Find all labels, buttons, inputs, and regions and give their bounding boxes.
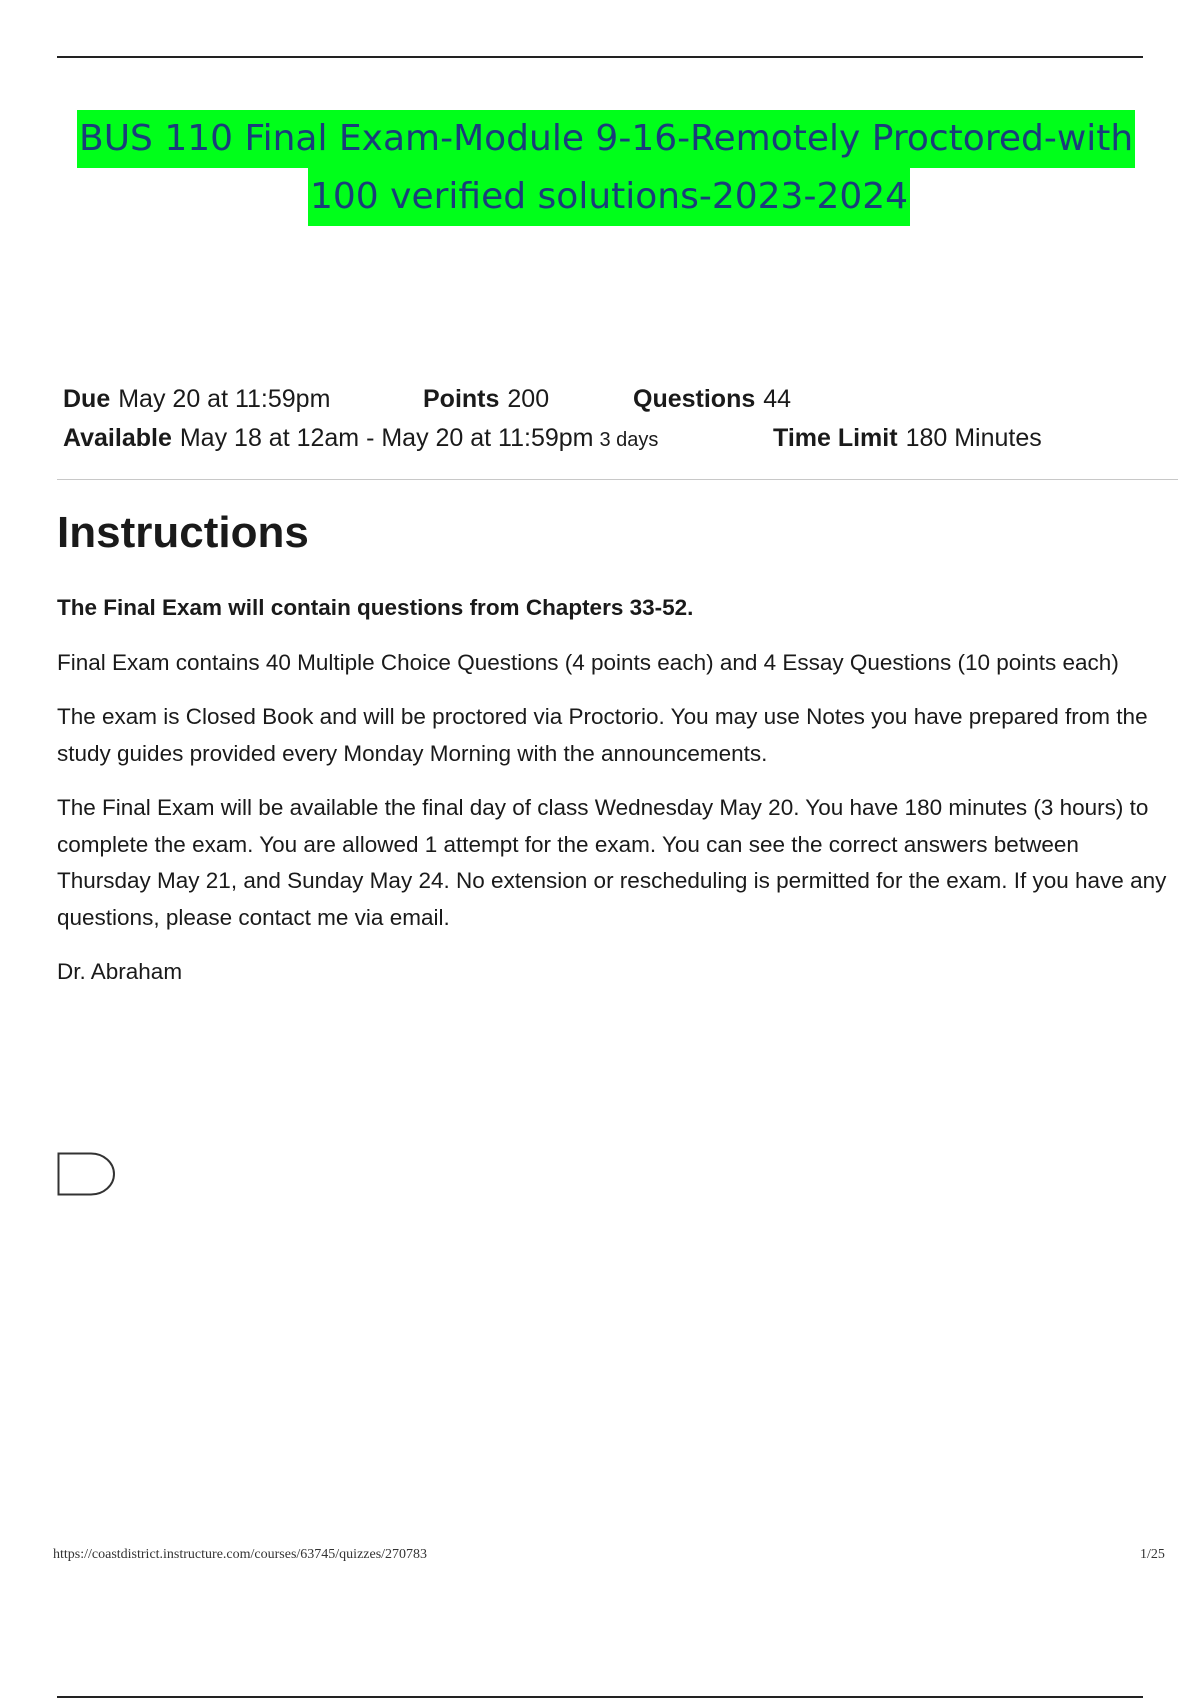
due-field (63, 385, 330, 414)
bottom-rule (57, 1696, 1143, 1698)
title-line-2: 100 verified solutions-2023-2024 (308, 168, 910, 226)
questions-label: Questions (633, 385, 756, 413)
time-limit-field (773, 424, 1042, 453)
title-line-1: BUS 110 Final Exam-Module 9-16-Remotely Proctored-with (77, 110, 1135, 168)
question-breakdown: Final Exam contains 40 Multiple Choice Questions (4 points each) and 4 Essay Questions (10 points each) (57, 649, 1119, 675)
chapters-note: The Final Exam will contain questions from Chapters 33-52. (57, 595, 694, 620)
available-label: Available (63, 424, 172, 452)
points-field (423, 385, 549, 414)
proctoring-note: The exam is Closed Book and will be proctored via Proctorio. You may use Notes you have prepared from the study guides provided every Monday Morning with the announcements. (57, 704, 1148, 766)
instructions-heading: Instructions (57, 508, 309, 557)
time-limit-label: Time Limit (773, 424, 898, 452)
questions-field (633, 385, 791, 414)
points-label: Points (423, 385, 500, 413)
footer-page-number: 1/25 (1140, 1547, 1165, 1562)
available-field (63, 424, 658, 453)
document-icon (57, 1152, 115, 1196)
instructor-signature: Dr. Abraham (57, 959, 183, 984)
time-limit-value: 180 Minutes (905, 424, 1042, 452)
top-rule (57, 56, 1143, 58)
questions-value: 44 (763, 385, 792, 413)
available-value: May 18 at 12am - May 20 at 11:59pm (179, 424, 594, 452)
due-value: May 20 at 11:59pm (118, 385, 331, 413)
footer-url: https://coastdistrict.instructure.com/courses/63745/quizzes/270783 (53, 1547, 428, 1562)
details-divider (57, 479, 1178, 480)
instructions-body (57, 590, 1177, 1009)
due-label: Due (63, 385, 111, 413)
availability-note: The Final Exam will be available the final day of class Wednesday May 20. You have 180 minutes (3 hours) to complete the exam. You are allowed 1 attempt for the exam. You can see the correct answers between Thursday May 21, and Sunday May 24. No extension or rescheduling is permitted for the exam. If you have any questions, please contact me via email. (57, 795, 1167, 930)
points-value: 200 (507, 385, 550, 413)
available-duration: 3 days (599, 429, 659, 451)
